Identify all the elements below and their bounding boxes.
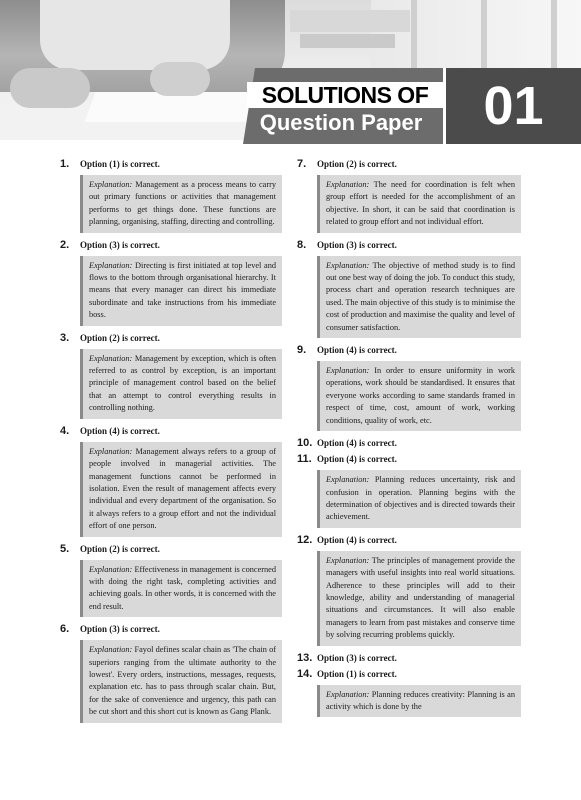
question-number: 14. — [297, 667, 313, 680]
explanation-label: Explanation: — [326, 260, 370, 270]
question-14 — [297, 668, 521, 718]
explanation-label: Explanation: — [89, 180, 133, 189]
answer-option: Option (4) is correct. — [317, 345, 397, 356]
books-shape-2 — [300, 34, 395, 48]
explanation-box — [80, 560, 282, 618]
explanation-box — [80, 640, 282, 722]
question-number: 13. — [297, 651, 313, 664]
answer-option: Option (2) is correct. — [80, 543, 160, 554]
question-number: 8. — [297, 238, 307, 251]
question-number: 9. — [297, 344, 307, 357]
explanation-label: Explanation: — [89, 446, 133, 456]
answer-option: Option (1) is correct. — [317, 668, 397, 679]
title-banner — [243, 68, 581, 144]
explanation-box — [317, 551, 521, 646]
explanation-box — [317, 175, 521, 233]
answer-option: Option (3) is correct. — [80, 239, 160, 250]
explanation-text: The objective of method study is to find out one best way of doing the job. To conduct this study, process chart and operation research techniques are used. The main objective of this study is to minimise the cost of production and maximise the quality and level of consumer satisfaction. — [326, 260, 515, 332]
page-title-line2: Question Paper — [259, 110, 423, 135]
explanation-box — [317, 361, 521, 431]
explanation-label: Explanation: — [326, 555, 370, 565]
explanation-text: Directing is first initiated at top level and flows to the bottom through organisational hierarchy. It means that every manager can direct his immediate subordinate and take instructions from his immediate boss. — [89, 260, 276, 320]
explanation-label: Explanation: — [326, 689, 370, 699]
question-number: 12. — [297, 533, 313, 546]
explanation-box — [80, 349, 282, 419]
right-column — [297, 158, 521, 723]
question-2 — [60, 239, 282, 326]
question-number: 1. — [60, 158, 70, 170]
question-number: 6. — [60, 623, 70, 636]
explanation-label: Explanation: — [89, 353, 133, 363]
explanation-box — [80, 256, 282, 326]
books-shape — [290, 10, 410, 32]
question-number: 2. — [60, 238, 70, 251]
explanation-text: Management as a process means to carry out primary functions or activities that management performs to get things done. These functions are planning, organising, staffing, directing and controlling. — [89, 180, 276, 227]
answer-option: Option (4) is correct. — [317, 534, 397, 545]
question-1 — [60, 158, 282, 233]
question-5 — [60, 543, 282, 618]
answer-option: Option (2) is correct. — [80, 332, 160, 343]
explanation-label: Explanation: — [89, 645, 133, 655]
question-number: 11. — [297, 453, 312, 466]
question-number: 7. — [297, 158, 307, 170]
explanation-box — [317, 685, 521, 718]
question-6 — [60, 623, 282, 722]
answer-option: Option (3) is correct. — [80, 624, 160, 635]
explanation-label: Explanation: — [326, 366, 370, 376]
question-number: 3. — [60, 331, 70, 344]
answer-option: Option (2) is correct. — [317, 159, 397, 169]
explanation-box — [317, 256, 521, 338]
explanation-text: The need for coordination is felt when group effort is needed for the accomplishment of an objective. In short, it can be said that coordination is related to group effort and not individual effort. — [326, 180, 515, 227]
explanation-text: The principles of management provide the managers with useful insights into real world situations. Adherence to these principles will add to their knowledge, ability and understanding of managerial situations and circumstances. It will also enable managers to learn from past mistakes and conserve time by solving recurring problems quickly. — [326, 555, 515, 640]
answer-option: Option (4) is correct. — [317, 438, 397, 449]
left-column — [60, 158, 282, 729]
question-3 — [60, 332, 282, 419]
shirt-shape — [40, 0, 230, 70]
explanation-label: Explanation: — [326, 475, 370, 485]
question-8 — [297, 239, 521, 338]
question-10 — [297, 437, 521, 450]
answer-option: Option (3) is correct. — [317, 239, 397, 250]
question-number: 5. — [60, 542, 70, 555]
explanation-label: Explanation: — [89, 564, 133, 574]
answer-option: Option (4) is correct. — [80, 425, 160, 436]
answer-option: Option (1) is correct. — [80, 159, 160, 169]
question-number: 10. — [297, 437, 313, 450]
question-11 — [297, 453, 521, 528]
hand-shape-2 — [150, 62, 210, 96]
explanation-text: In order to ensure uniformity in work operations, work should be standardised. It ensures that everyone works according to same standards framed in respect of time, cost, amount of work, working conditions, quality of work, etc. — [326, 366, 516, 425]
explanation-text: Fayol defines scalar chain as 'The chain of superiors ranging from the ultimate authority to the lowest'. Every orders, instructions, messages, requests, explanation etc. has to pass through scalar chain. But, for the sake of convenience and urgency, this path can be cut short and this short cut is known as Gang Plank. — [89, 645, 277, 717]
explanation-label: Explanation: — [89, 260, 133, 270]
explanation-box — [317, 470, 521, 528]
explanation-box — [80, 442, 282, 537]
question-number: 4. — [60, 424, 70, 437]
question-9 — [297, 344, 521, 431]
hand-shape — [10, 68, 90, 108]
explanation-label: Explanation: — [326, 180, 370, 189]
answer-option: Option (3) is correct. — [317, 652, 397, 663]
explanation-text: Effectiveness in management is concerned with doing the right task, completing activities and achieving goals. In other words, it is concerned with the end result. — [89, 564, 276, 611]
question-13 — [297, 652, 521, 665]
explanation-box — [80, 175, 282, 233]
explanation-text: Management always refers to a group of people involved in managerial activities. The management functions cannot be performed in isolation. Even the result of management affects every individual and every department of the organisation. So it always refers to a group effort and not the individual effort of one person. — [89, 446, 276, 531]
explanation-text: Planning reduces uncertainty, risk and confusion in operation. Planning begins with the determination of objectives and is directed towards their achievement. — [326, 475, 515, 522]
question-4 — [60, 425, 282, 537]
explanation-text: Planning reduces creativity: Planning is an activity which is done by the — [326, 689, 515, 711]
explanation-text: Management by exception, which is often referred to as control by exception, is an important principle of management control based on the belief that an attempt to control everything results in controlling nothing. — [89, 353, 276, 413]
answer-option: Option (4) is correct. — [317, 454, 397, 465]
page-title-line1: SOLUTIONS OF — [247, 82, 443, 108]
question-12 — [297, 534, 521, 646]
question-7 — [297, 158, 521, 233]
paper-number: 01 — [483, 76, 544, 136]
